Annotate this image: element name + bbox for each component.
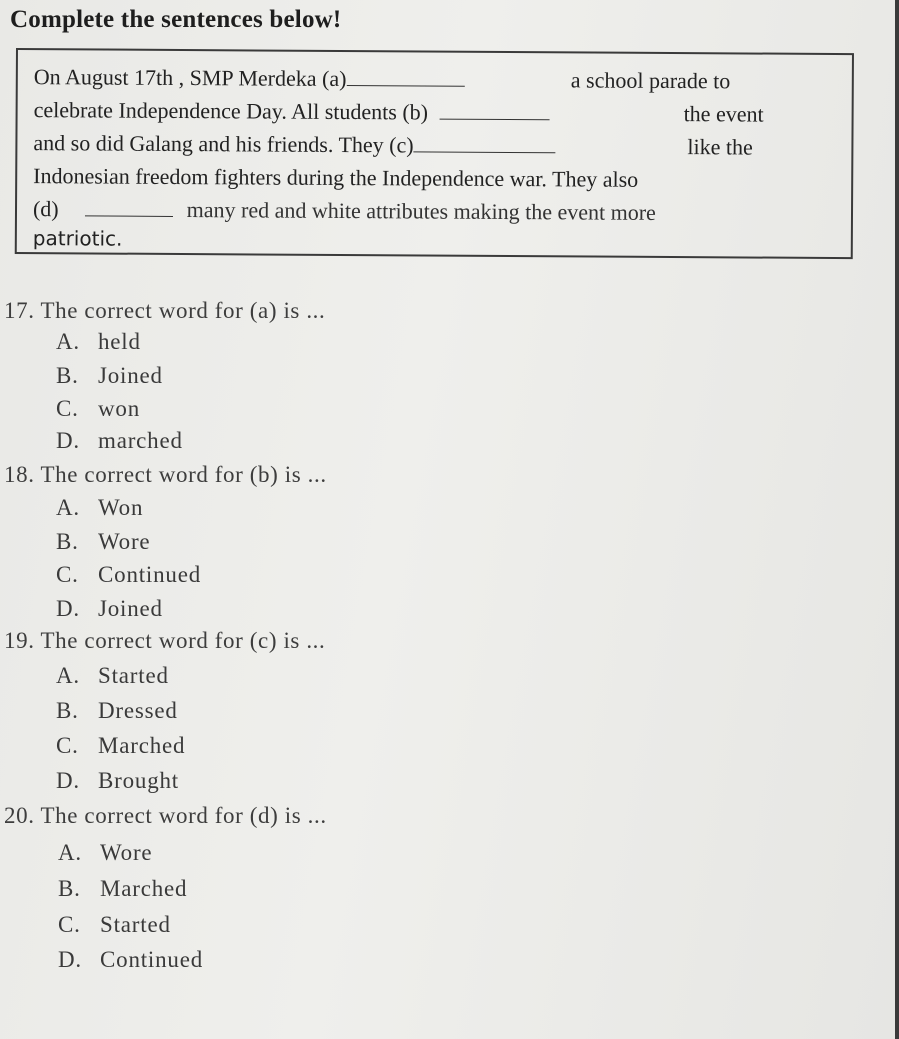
option-letter: B. [56,698,79,723]
option-text: Dressed [98,698,178,723]
option-letter: D. [58,947,82,972]
passage-text: celebrate Independence Day. All students (b) [33,97,429,125]
option-letter: C. [56,562,79,587]
passage-text: and so did Galang and his friends. They (c) [33,130,414,158]
option-20-d[interactable] [58,947,203,973]
option-letter: C. [58,912,81,937]
option-17-b[interactable] [56,363,163,389]
option-letter: A. [56,329,80,354]
passage-text: many red and white attributes making the event more [186,197,656,225]
option-letter: B. [58,876,81,901]
question-19: 19. The correct word for (c) is ... [4,628,326,653]
passage-text: On August 17th , SMP Merdeka (a) [33,64,347,92]
passage-line-1 [34,64,465,93]
passage-line-4: Indonesian freedom fighters during the Independence war. They also [33,163,639,192]
option-text: held [98,329,141,354]
option-letter: D. [56,428,80,453]
option-19-b[interactable] [56,698,178,724]
passage-box [15,48,854,259]
option-letter: B. [56,529,79,554]
option-letter: C. [56,733,79,758]
instruction-heading: Complete the sentences below! [10,6,342,33]
option-text: Brought [98,768,179,793]
option-text: Won [98,495,144,520]
passage-line-5 [33,196,656,226]
option-letter: A. [56,495,80,520]
option-text: Continued [100,947,204,972]
passage-line-3-end: like the [687,134,753,160]
option-19-a[interactable] [56,663,169,689]
option-letter: A. [58,840,82,865]
option-text: Continued [98,562,202,587]
passage-line-3 [33,130,555,159]
option-letter: D. [56,596,80,621]
blank-b[interactable] [440,101,550,121]
option-19-d[interactable] [56,768,179,794]
question-18: 18. The correct word for (b) is ... [4,462,327,487]
option-text: Joined [98,363,163,388]
question-17: 17. The correct word for (a) is ... [4,298,326,323]
option-text: Wore [98,529,151,554]
option-text: marched [98,428,183,453]
option-18-d[interactable] [56,596,163,622]
passage-text: (d) [32,196,59,222]
option-19-c[interactable] [56,733,185,759]
option-letter: D. [56,768,80,793]
question-20: 20. The correct word for (d) is ... [4,803,327,828]
passage-line-2-end: the event [683,101,764,127]
blank-a[interactable] [346,67,464,87]
passage-line-1-end: a school parade to [570,67,731,94]
passage-line-2 [34,97,551,126]
option-20-b[interactable] [58,876,187,902]
blank-d[interactable] [85,197,173,217]
option-18-b[interactable] [56,529,150,555]
blank-c[interactable] [414,133,556,153]
option-17-a[interactable] [56,329,141,355]
option-letter: C. [56,396,79,421]
option-letter: B. [56,363,79,388]
option-text: Joined [98,596,163,621]
option-text: Marched [98,733,186,758]
option-18-a[interactable] [56,495,143,521]
option-20-a[interactable] [58,840,152,866]
option-letter: A. [56,663,80,688]
page-edge [895,0,899,1039]
option-17-c[interactable] [56,396,140,422]
option-17-d[interactable] [56,428,183,454]
option-18-c[interactable] [56,562,201,588]
passage-line-6: patriotic. [32,226,123,251]
option-text: Wore [100,840,153,865]
option-text: Started [100,912,171,937]
option-20-c[interactable] [58,912,171,938]
option-text: Marched [100,876,188,901]
option-text: Started [98,663,169,688]
option-text: won [98,396,141,421]
